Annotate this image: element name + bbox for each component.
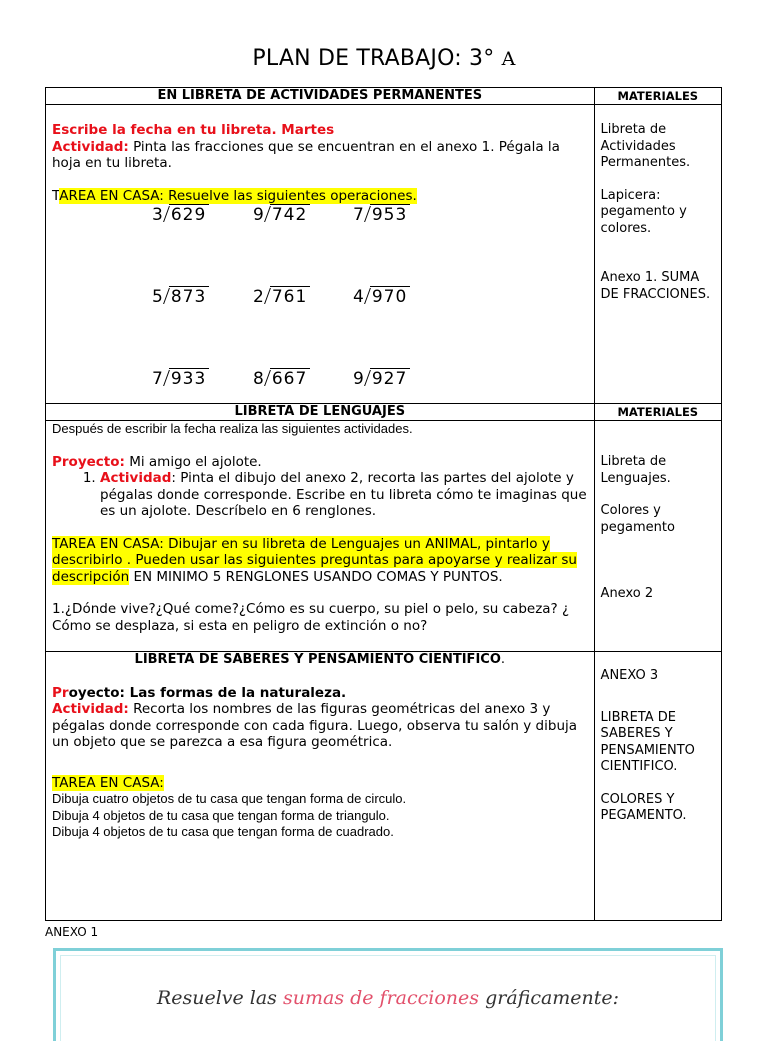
material-item: Lapicera: pegamento y colores. <box>600 187 687 236</box>
list-item: Dibuja cuatro objetos de tu casa que tengan forma de circulo. <box>52 791 407 806</box>
annex-1-preview <box>53 948 723 1041</box>
division-problem: 3 629 <box>152 204 209 225</box>
division-problem: 4 970 <box>353 286 410 307</box>
section2-content <box>46 421 595 652</box>
division-problem: 5 873 <box>152 286 209 307</box>
activity-text: Pinta las fracciones que se encuentran en el anexo 1. Pégala la hoja en tu libreta. <box>52 138 560 171</box>
activity-text: Recorta los nombres de las figuras geométricas del anexo 3 y pégalas donde corresponde con cada figura. Luego, observa tu salón y dibuja un objeto que se parezca a esa figura geométrica. <box>52 701 578 750</box>
section2-intro: Después de escribir la fecha realiza las siguientes actividades. <box>52 421 413 436</box>
homework-text: AREA EN CASA: Resuelve las siguientes operaciones. <box>59 187 417 204</box>
list-item: 1. Actividad: Pinta el dibujo del anexo 2, recorta las partes del ajolote y pégalas donde corresponde. Escribe en tu libreta cómo te imaginas que es un ajolote. Descríbelo en 6 renglones. <box>100 470 588 520</box>
material-item: Libreta de Lenguajes. <box>600 454 671 486</box>
section2-materials <box>594 421 721 652</box>
division-problem: 7 953 <box>353 204 410 225</box>
homework-label: TAREA EN CASA: <box>52 774 164 791</box>
annex-title: Resuelve las sumas de fracciones gráficamente: <box>156 987 620 1009</box>
material-item: Libreta de Actividades Permanentes. <box>600 122 691 170</box>
section3-content: LIBRETA DE SABERES Y PENSAMIENTO CIENTIFICO. Proyecto: Las formas de la naturaleza. Actividad: Recorta los nombres de las figuras geométricas del anexo 3 y pégalas donde corresponde con cada figura. Luego, observa tu salón y dibuja un objeto que se parezca a esa figura geométrica. TAREA EN CASA: Dibuja cuatro objetos de tu casa que tengan forma de circulo. Dibuja 4 objetos de tu casa que tengan forma de triangulo. Dibuja 4 objetos de tu casa que tengan forma de cuadrado. <box>46 652 595 921</box>
section1-header: EN LIBRETA DE ACTIVIDADES PERMANENTES <box>46 88 595 105</box>
material-item: Anexo 2 <box>600 586 654 601</box>
section2-body-row <box>46 421 722 652</box>
material-item: Anexo 1. SUMA DE FRACCIONES. <box>600 270 711 302</box>
list-item: Dibuja 4 objetos de tu casa que tengan forma de triangulo. <box>52 807 390 823</box>
project-text: Mi amigo el ajolote. <box>124 453 262 470</box>
division-problems <box>152 204 588 397</box>
date-instruction: Escribe la fecha en tu libreta. Martes <box>52 122 335 138</box>
page-title-grade: A <box>501 48 516 70</box>
work-plan-table <box>45 87 722 921</box>
homework-rest: EN MINIMO 5 RENGLONES USANDO COMAS Y PUNTOS. <box>129 568 503 585</box>
material-item: COLORES Y PEGAMENTO. <box>600 791 687 823</box>
division-problem: 9 742 <box>253 204 310 225</box>
section1-content <box>46 105 595 404</box>
project-label: Proyecto: <box>52 453 125 470</box>
homework-t: T <box>52 187 60 204</box>
activity-list <box>52 470 588 520</box>
annex-label: ANEXO 1 <box>45 925 99 939</box>
project-label: oyecto <box>68 684 120 701</box>
section1-body-row <box>46 105 722 404</box>
activity-label: Actividad: <box>52 138 129 155</box>
guiding-questions: 1.¿Dónde vive?¿Qué come?¿Cómo es su cuerpo, su piel o pelo, su cabeza? ¿ Cómo se desplaza, si esta en peligro de extinción o no? <box>52 601 570 634</box>
section2-materials-header: MATERIALES <box>594 404 721 421</box>
section2-header: LIBRETA DE LENGUAJES <box>46 404 595 421</box>
division-problem: 8 667 <box>253 368 310 389</box>
section3-body-row <box>46 652 722 921</box>
page-title-main: PLAN DE TRABAJO: 3° <box>252 46 495 71</box>
project-text: : Las formas de la naturaleza. <box>119 684 347 701</box>
project-pr: Pr <box>52 684 69 701</box>
section2-header-row <box>46 404 722 421</box>
page-title <box>0 46 768 71</box>
section1-materials <box>594 105 721 404</box>
section1-materials-header: MATERIALES <box>594 88 721 105</box>
list-item: Dibuja 4 objetos de tu casa que tengan forma de cuadrado. <box>52 824 394 839</box>
material-item: LIBRETA DE SABERES Y PENSAMIENTO CIENTIFICO. <box>600 709 695 774</box>
division-problem: 2 761 <box>253 286 310 307</box>
homework-highlight: TAREA EN CASA: Dibujar en su libreta de Lenguajes un ANIMAL, pintarlo y describirlo . Pueden usar las siguientes preguntas para apoyarse y realizar su descripción <box>52 535 577 585</box>
division-problem: 7 933 <box>152 368 209 389</box>
section3-materials <box>594 652 721 921</box>
material-item: ANEXO 3 <box>600 668 659 683</box>
division-problem: 9 927 <box>353 368 410 389</box>
activity-label: Actividad: <box>52 701 129 717</box>
section3-header: LIBRETA DE SABERES Y PENSAMIENTO CIENTIFICO <box>134 652 501 667</box>
section1-header-row <box>46 88 722 105</box>
material-item: Colores y pegamento <box>600 503 675 535</box>
